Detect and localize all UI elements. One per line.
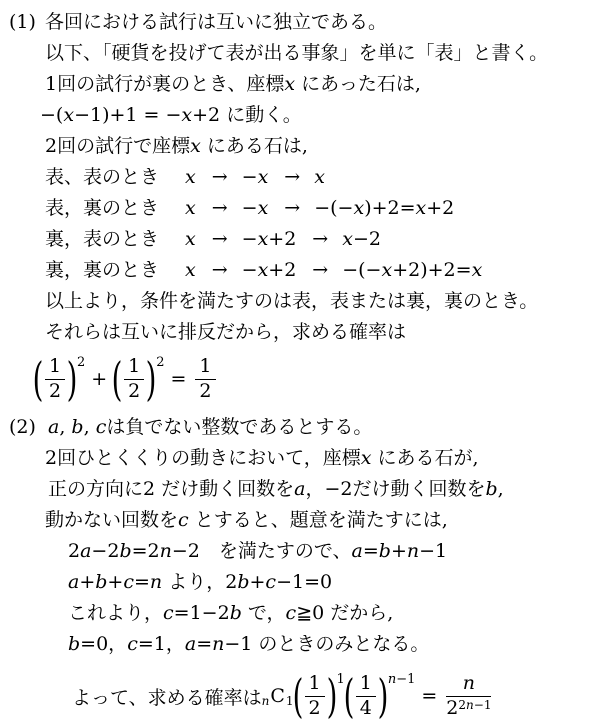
statement-conclusion-cases: 以上より，条件を満たすのは表，表または裏，裏のとき。	[45, 290, 539, 312]
arrow-icon: →	[211, 259, 228, 281]
arrow-icon: →	[312, 228, 329, 250]
item-number-1: (1)	[9, 11, 36, 33]
case-end: x−2	[342, 228, 381, 250]
statement-define-ab: 正の方向に2 だけ動く回数をa，−2だけ動く回数をb,	[48, 478, 504, 500]
case-row	[0, 193, 602, 224]
case-start: x	[185, 197, 196, 219]
final-probability-formula: よって、求める確率は $_n$ C $_1$ ( $\frac{1}{2}$ ) 1 ( $\frac{1}{4}$ ) n−1 = $\frac{n}{2^{2n-1}}$	[72, 669, 492, 723]
exponent: 2	[77, 354, 86, 370]
case-label: 表，裏のとき	[45, 197, 160, 219]
arrow-icon: →	[284, 166, 301, 188]
probability-formula-1: ( $\frac{1}{2}$ ) 2 + ( $\frac{1}{2}$ ) 2 = $\frac{1}{2}$	[0, 350, 602, 408]
part-2	[0, 412, 602, 727]
fraction: $\frac{1}{4}$	[356, 673, 376, 720]
case-mid: −x+2	[241, 228, 297, 250]
fraction: $\frac{1}{2}$	[45, 356, 65, 403]
case-row	[0, 224, 602, 255]
statement-define-c: 動かない回数をc とすると、題意を満たすには,	[45, 509, 448, 531]
exponent: 1	[336, 671, 345, 687]
equation-2a-2b: 2a−2b=2n−2 を満たすので、a=b+n−1	[68, 540, 448, 562]
case-row	[0, 162, 602, 193]
final-prefix-text: よって、求める確率は	[72, 686, 262, 709]
case-label: 表、表のとき	[45, 166, 160, 188]
result-numerator: n	[462, 671, 475, 694]
equals-operator: =	[421, 685, 438, 707]
arrow-icon: →	[312, 259, 329, 281]
case-label: 裏，裏のとき	[45, 259, 160, 281]
arrow-icon: →	[284, 197, 301, 219]
solution-line	[0, 412, 602, 443]
case-start: x	[185, 166, 196, 188]
combination-sub-n: n	[261, 694, 270, 708]
case-mid: −x+2	[241, 259, 297, 281]
equation-solution-values: b=0，c=1，a=n−1 のときのみとなる。	[68, 633, 430, 655]
statement-tails-move: 1回の試行が裏のとき、座標x にあった石は,	[45, 73, 421, 95]
equation-abc-n: a+b+c=n より，2b+c−1=0	[68, 571, 333, 593]
arrow-icon: →	[211, 166, 228, 188]
solution-line	[0, 7, 602, 38]
case-mid: −x	[241, 197, 269, 219]
equation-c-bound: これより，c=1−2b で，c≧0 だから,	[68, 602, 394, 624]
statement-notation: 以下、「硬貨を投げて表が出る事象」を単に「表」と書く。	[45, 42, 549, 64]
statement-mutually-exclusive: それらは互いに排反だから，求める確率は	[45, 321, 407, 343]
case-end: x	[314, 166, 325, 188]
part-1	[0, 7, 602, 408]
result-fraction	[446, 673, 491, 720]
case-start: x	[185, 228, 196, 250]
case-end: −(−x+2)+2=x	[342, 259, 483, 281]
result-den-base: 2	[446, 696, 459, 719]
fraction: $\frac{1}{2}$	[124, 356, 144, 403]
plus-operator: +	[91, 368, 108, 390]
exponent: 2	[156, 354, 165, 370]
result-den-exponent: 2n−1	[458, 697, 492, 712]
case-mid: −x	[241, 166, 269, 188]
equals-operator: =	[170, 368, 187, 390]
combination-C: C	[270, 685, 285, 707]
item-number-2: (2)	[9, 416, 36, 438]
case-start: x	[185, 259, 196, 281]
arrow-icon: →	[211, 197, 228, 219]
exponent: n−1	[387, 671, 416, 687]
statement-independence: 各回における試行は互いに独立である。	[45, 11, 388, 33]
fraction: $\frac{1}{2}$	[305, 673, 325, 720]
case-row	[0, 255, 602, 286]
statement-two-trials: 2回の試行で座標x にある石は,	[45, 135, 308, 157]
equation-tails-move: −(x−1)+1 = −x+2 に動く。	[40, 104, 302, 126]
combination-sub-1: 1	[285, 694, 294, 708]
statement-two-move: 2回ひとくくりの動きにおいて，座標x にある石が,	[45, 447, 479, 469]
fraction: $\frac{1}{2}$	[195, 356, 215, 403]
case-label: 裏，表のとき	[45, 228, 160, 250]
case-end: −(−x)+2=x+2	[314, 197, 455, 219]
arrow-icon: →	[211, 228, 228, 250]
statement-abc-nonnegative: a, b, cは負でない整数であるとする。	[48, 416, 373, 438]
